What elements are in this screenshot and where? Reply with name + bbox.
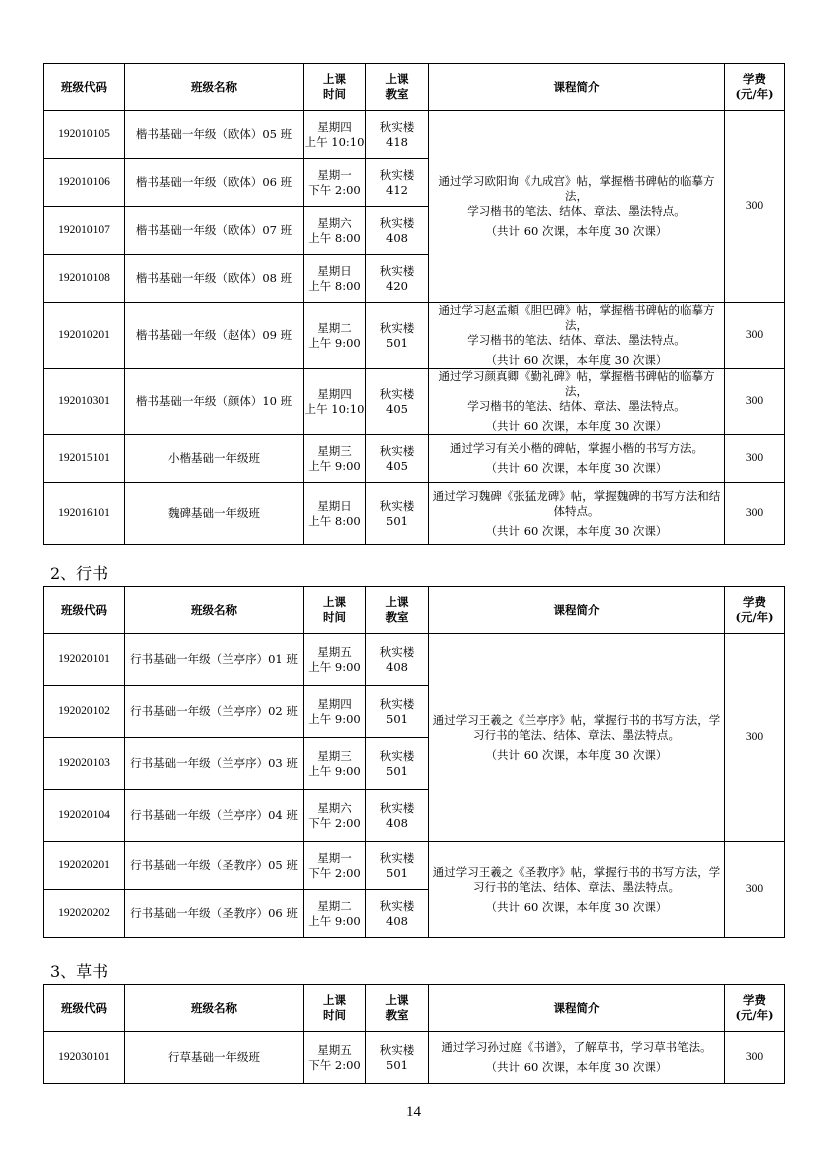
class-time: 星期四 上午 10:10 xyxy=(304,111,366,159)
class-time: 星期五 上午 9:00 xyxy=(304,634,366,686)
class-name: 行书基础一年级（兰亭序）03 班 xyxy=(125,738,304,790)
tuition-fee: 300 xyxy=(725,634,785,842)
course-intro: 通过学习赵孟頫《胆巴碑》帖，掌握楷书碑帖的临摹方法， 学习楷书的笔法、结体、章法、墨法特点。 （共计 60 次课，本年度 30 次课） xyxy=(429,303,725,369)
class-code: 192020101 xyxy=(44,634,125,686)
classroom: 秋实楼 501 xyxy=(366,842,429,890)
table-row xyxy=(44,842,785,890)
header-class-code: 班级代码 xyxy=(44,985,125,1032)
class-time: 星期二 上午 9:00 xyxy=(304,303,366,369)
course-intro: 通过学习欧阳询《九成宫》帖，掌握楷书碑帖的临摹方法， 学习楷书的笔法、结体、章法、墨法特点。 （共计 60 次课，本年度 30 次课） xyxy=(429,111,725,303)
class-name: 楷书基础一年级（赵体）09 班 xyxy=(125,303,304,369)
class-time: 星期日 上午 8:00 xyxy=(304,255,366,303)
header-course-intro: 课程简介 xyxy=(429,587,725,634)
classroom: 秋实楼 408 xyxy=(366,634,429,686)
header-class-time: 上课 时间 xyxy=(304,64,366,111)
class-code: 192010106 xyxy=(44,159,125,207)
class-name: 楷书基础一年级（欧体）05 班 xyxy=(125,111,304,159)
classroom: 秋实楼 501 xyxy=(366,303,429,369)
class-code: 192015101 xyxy=(44,435,125,483)
tuition-fee: 300 xyxy=(725,1032,785,1084)
classroom: 秋实楼 420 xyxy=(366,255,429,303)
table-row xyxy=(44,483,785,545)
header-class-time: 上课 时间 xyxy=(304,587,366,634)
table-row xyxy=(44,435,785,483)
course-table-xingshu xyxy=(43,586,785,938)
header-class-name: 班级名称 xyxy=(125,587,304,634)
class-name: 行书基础一年级（圣教序）05 班 xyxy=(125,842,304,890)
header-classroom: 上课 教室 xyxy=(366,985,429,1032)
class-code: 192010107 xyxy=(44,207,125,255)
class-time: 星期日 上午 8:00 xyxy=(304,483,366,545)
class-name: 楷书基础一年级（颜体）10 班 xyxy=(125,369,304,435)
course-intro: 通过学习王羲之《兰亭序》帖，掌握行书的书写方法，学 习行书的笔法、结体、章法、墨法特点。 （共计 60 次课，本年度 30 次课） xyxy=(429,634,725,842)
header-classroom: 上课 教室 xyxy=(366,587,429,634)
course-table-kaishu xyxy=(43,63,785,545)
header-classroom: 上课 教室 xyxy=(366,64,429,111)
header-class-time: 上课 时间 xyxy=(304,985,366,1032)
class-name: 楷书基础一年级（欧体）07 班 xyxy=(125,207,304,255)
course-intro: 通过学习有关小楷的碑帖，掌握小楷的书写方法。 （共计 60 次课，本年度 30 次课） xyxy=(429,435,725,483)
classroom: 秋实楼 408 xyxy=(366,207,429,255)
classroom: 秋实楼 501 xyxy=(366,1032,429,1084)
table-header-row xyxy=(44,985,785,1032)
class-code: 192030101 xyxy=(44,1032,125,1084)
class-time: 星期二 上午 9:00 xyxy=(304,890,366,938)
header-course-intro: 课程简介 xyxy=(429,985,725,1032)
class-time: 星期三 上午 9:00 xyxy=(304,435,366,483)
tuition-fee: 300 xyxy=(725,483,785,545)
tuition-fee: 300 xyxy=(725,842,785,938)
table-row xyxy=(44,303,785,369)
class-name: 行书基础一年级（兰亭序）02 班 xyxy=(125,686,304,738)
classroom: 秋实楼 408 xyxy=(366,890,429,938)
tuition-fee: 300 xyxy=(725,369,785,435)
section-title-xingshu: 2、行书 xyxy=(50,564,109,583)
class-code: 192020102 xyxy=(44,686,125,738)
course-intro: 通过学习魏碑《张猛龙碑》帖，掌握魏碑的书写方法和结 体特点。 （共计 60 次课，本年度 30 次课） xyxy=(429,483,725,545)
header-class-code: 班级代码 xyxy=(44,64,125,111)
tuition-fee: 300 xyxy=(725,435,785,483)
table-header-row xyxy=(44,64,785,111)
table-row xyxy=(44,1032,785,1084)
class-time: 星期四 上午 9:00 xyxy=(304,686,366,738)
header-class-name: 班级名称 xyxy=(125,985,304,1032)
class-code: 192020201 xyxy=(44,842,125,890)
class-name: 行书基础一年级（兰亭序）01 班 xyxy=(125,634,304,686)
class-name: 魏碑基础一年级班 xyxy=(125,483,304,545)
tuition-fee: 300 xyxy=(725,111,785,303)
header-tuition: 学费 (元/年) xyxy=(725,587,785,634)
class-name: 楷书基础一年级（欧体）06 班 xyxy=(125,159,304,207)
table-row xyxy=(44,111,785,159)
class-name: 行草基础一年级班 xyxy=(125,1032,304,1084)
class-code: 192016101 xyxy=(44,483,125,545)
section-title-caoshu: 3、草书 xyxy=(50,962,109,981)
class-name: 行书基础一年级（圣教序）06 班 xyxy=(125,890,304,938)
class-code: 192020202 xyxy=(44,890,125,938)
course-intro: 通过学习颜真卿《勤礼碑》帖，掌握楷书碑帖的临摹方法， 学习楷书的笔法、结体、章法、墨法特点。 （共计 60 次课，本年度 30 次课） xyxy=(429,369,725,435)
table-row xyxy=(44,369,785,435)
class-name: 楷书基础一年级（欧体）08 班 xyxy=(125,255,304,303)
course-intro: 通过学习王羲之《圣教序》帖，掌握行书的书写方法，学 习行书的笔法、结体、章法、墨法特点。 （共计 60 次课，本年度 30 次课） xyxy=(429,842,725,938)
classroom: 秋实楼 412 xyxy=(366,159,429,207)
header-tuition: 学费 (元/年) xyxy=(725,64,785,111)
classroom: 秋实楼 501 xyxy=(366,483,429,545)
class-name: 行书基础一年级（兰亭序）04 班 xyxy=(125,790,304,842)
classroom: 秋实楼 405 xyxy=(366,435,429,483)
class-time: 星期六 上午 8:00 xyxy=(304,207,366,255)
table-row xyxy=(44,634,785,686)
class-code: 192010301 xyxy=(44,369,125,435)
class-code: 192020104 xyxy=(44,790,125,842)
class-code: 192010201 xyxy=(44,303,125,369)
course-table-caoshu xyxy=(43,984,785,1084)
class-time: 星期一 下午 2:00 xyxy=(304,842,366,890)
classroom: 秋实楼 418 xyxy=(366,111,429,159)
classroom: 秋实楼 501 xyxy=(366,738,429,790)
class-name: 小楷基础一年级班 xyxy=(125,435,304,483)
class-time: 星期一 下午 2:00 xyxy=(304,159,366,207)
classroom: 秋实楼 501 xyxy=(366,686,429,738)
class-time: 星期三 上午 9:00 xyxy=(304,738,366,790)
header-course-intro: 课程简介 xyxy=(429,64,725,111)
course-intro: 通过学习孙过庭《书谱》，了解草书，学习草书笔法。 （共计 60 次课，本年度 30 次课） xyxy=(429,1032,725,1084)
tuition-fee: 300 xyxy=(725,303,785,369)
page-number: 14 xyxy=(406,1104,421,1120)
class-code: 192010108 xyxy=(44,255,125,303)
class-code: 192010105 xyxy=(44,111,125,159)
class-time: 星期六 下午 2:00 xyxy=(304,790,366,842)
table-header-row xyxy=(44,587,785,634)
header-class-code: 班级代码 xyxy=(44,587,125,634)
class-time: 星期五 下午 2:00 xyxy=(304,1032,366,1084)
header-tuition: 学费 (元/年) xyxy=(725,985,785,1032)
classroom: 秋实楼 408 xyxy=(366,790,429,842)
classroom: 秋实楼 405 xyxy=(366,369,429,435)
header-class-name: 班级名称 xyxy=(125,64,304,111)
class-code: 192020103 xyxy=(44,738,125,790)
class-time: 星期四 上午 10:10 xyxy=(304,369,366,435)
